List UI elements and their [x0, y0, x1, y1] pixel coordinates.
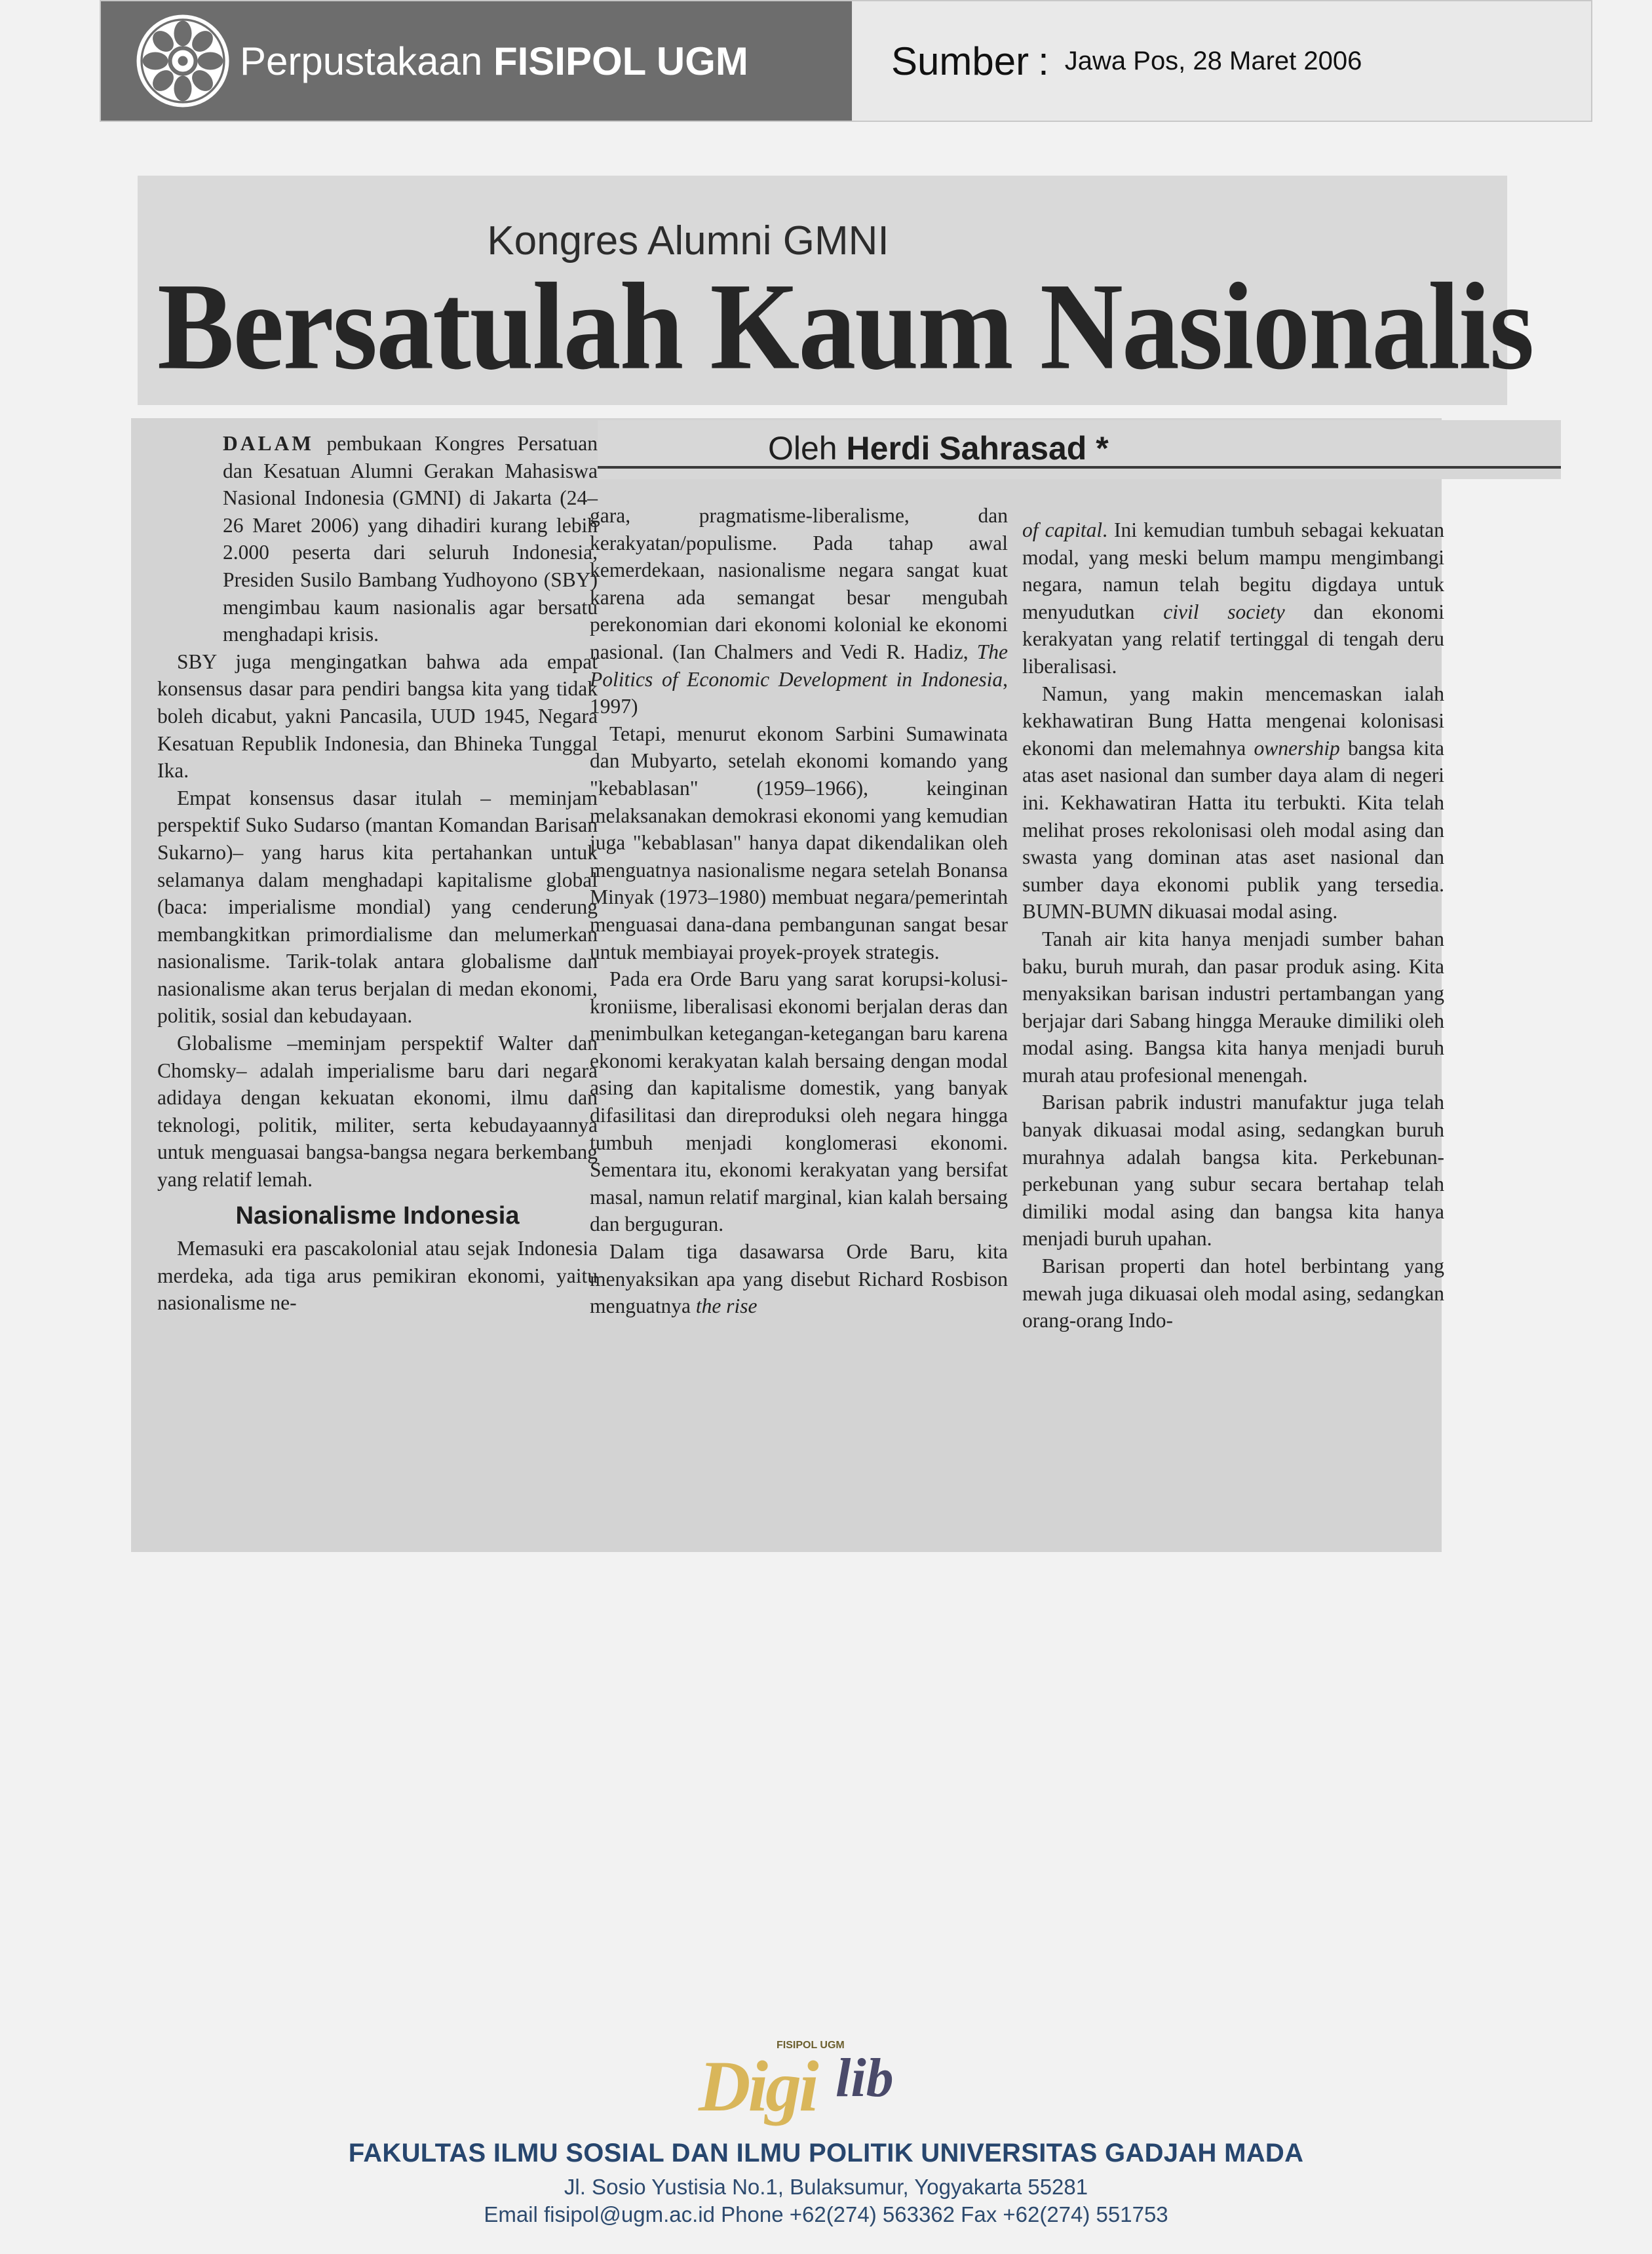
article-column-3 — [1022, 516, 1444, 1334]
paragraph: Tanah air kita hanya menjadi sumber bahan baku, buruh murah, dan pasar produk asing. Kita menyaksikan barisan industri pertambangan yang berjajar dari Sabang hingga Merauke dimiliki oleh modal asing. Bangsa kita hanya menjadi buruh murah atau profesional menengah. — [1022, 927, 1444, 1087]
faculty-name: FAKULTAS ILMU SOSIAL DAN ILMU POLITIK UNIVERSITAS GADJAH MADA — [348, 2139, 1304, 2167]
headline-block — [138, 176, 1533, 405]
library-banner — [101, 1, 852, 121]
paragraph: Globalisme –meminjam perspektif Walter dan Chomsky– adalah imperialisme baru dari negara adidaya dengan kekuatan ekonomi, ilmu dan teknologi, politik, militer, serta kebudayaannya untuk menguasai bangsa-bangsa negara berkembang yang relatif lemah. — [157, 1032, 598, 1192]
paragraph: SBY juga mengingatkan bahwa ada empat konsensus dasar para pendiri bangsa kita yang tidak boleh dicabut, yakni Pancasila, UUD 1945, Negara Kesatuan Republik Indonesia, dan Bhineka Tunggal Ika. — [157, 650, 598, 783]
byline-row — [598, 420, 1561, 479]
paragraph-text: bangsa kita atas aset nasional dan sumber daya alam di negeri ini. Kekhawatiran Hatta itu terbukti. Kita telah melihat proses rekolonisasi oleh modal asing dan swasta yang dominan atas aset nasional dan sumber daya ekonomi publik yang tersedia. BUMN-BUMN dikuasai modal asing. — [1022, 736, 1444, 923]
digilib-logo-lib: lib — [836, 2048, 894, 2108]
italic-phrase: the rise — [695, 1294, 758, 1318]
article-column-1 — [157, 430, 598, 1317]
article-kicker: Kongres Alumni GMNI — [487, 218, 889, 263]
italic-phrase: ownership — [1254, 736, 1340, 760]
newspaper-clipping — [131, 169, 1533, 1552]
paragraph: Memasuki era pascakolonial atau sejak Indonesia merdeka, ada tiga arus pemikiran ekonomi, yaitu nasionalisme ne- — [157, 1237, 598, 1315]
byline-author: Herdi Sahrasad * — [846, 430, 1109, 467]
digilib-logo-digi: Digi — [699, 2046, 816, 2126]
paragraph — [157, 430, 598, 648]
ugm-seal-icon — [134, 12, 232, 110]
library-title — [240, 39, 748, 84]
paragraph: Empat konsensus dasar itulah – meminjam perspektif Suko Sudarso (mantan Komandan Barisan Sukarno)– yang harus kita pertahankan untuk selamanya dalam menghadapi kapitalisme global (baca: imperialisme mondial) yang cenderung membangkitkan primordialisme dan melumerkan nasionalisme. Tarik-tolak antara globalisme dan nasionalisme akan terus berjalan di medan ekonomi, politik, sosial dan kebudayaan. — [157, 786, 598, 1028]
paragraph — [1022, 680, 1444, 925]
paragraph: Barisan properti dan hotel berbintang yang mewah juga dikuasai oleh modal asing, sedangkan orang-orang Indo- — [1022, 1254, 1444, 1332]
book-title: The Politics of Economic Development in Indonesia — [590, 640, 1008, 691]
faculty-address: Jl. Sosio Yustisia No.1, Bulaksumur, Yogyakarta 55281 — [564, 2175, 1088, 2199]
header-bar — [100, 0, 1592, 122]
paragraph-text: Namun, yang makin mencemaskan ialah kekhawatiran Bung Hatta mengenai kolonisasi ekonomi dan melemahnya — [1022, 682, 1444, 760]
source-panel — [853, 1, 1591, 121]
source-value: Jawa Pos, 28 Maret 2006 — [1064, 46, 1362, 75]
article-byline — [768, 429, 1109, 467]
library-name: FISIPOL UGM — [493, 39, 748, 83]
paragraph-text: , 1997) — [590, 667, 1008, 718]
source-label: Sumber — [891, 39, 1029, 83]
italic-phrase: civil society — [1163, 600, 1285, 623]
lead-cap: DALAM — [223, 432, 314, 455]
paragraph — [590, 1238, 1008, 1320]
source-colon: : — [1038, 39, 1049, 83]
library-prefix: Perpustakaan — [240, 39, 483, 83]
paragraph: Barisan pabrik industri manufaktur juga telah banyak dikuasai modal asing, sedangkan buruh murahnya adalah bangsa kita. Perkebunan-perkebunan yang subur secara bertahap telah dimiliki modal asing dan bangsa kita hanya menjadi buruh upahan. — [1022, 1091, 1444, 1251]
article-headline: Bersatulah Kaum Nasionalis — [157, 258, 1533, 396]
paragraph-text: pembukaan Kongres Persatuan dan Kesatuan Alumni Gerakan Mahasiswa Nasional Indonesia (GMNI) di Jakarta (24–26 Maret 2006) yang dihadiri kurang lebih 2.000 peserta dari seluruh Indonesia, Presiden Susilo Bambang Yudhoyono (SBY) mengimbau kaum nasionalis agar bersatu menghadapi krisis. — [223, 432, 598, 646]
paragraph-text: . Ini kemudian tumbuh sebagai kekuatan modal, yang meski belum mampu mengimbangi negara, namun telah begitu digdaya untuk menyudutkan — [1022, 518, 1444, 623]
paragraph: Pada era Orde Baru yang sarat korupsi-kolusi-kroniisme, liberalisasi ekonomi berjalan deras dan menimbulkan ketegangan-ketegangan baru karena ekonomi kerakyatan kalah bersaing dengan modal asing dan kapitalisme domestik, yang banyak difasilitasi dan direproduksi oleh negara hingga tumbuh menjadi konglomerasi ekonomi. Sementara itu, ekonomi kerakyatan yang bersifat masal, namun relatif marginal, kian kalah bersaing dan berguguran. — [590, 967, 1008, 1236]
subheading: Nasionalisme Indonesia — [235, 1201, 520, 1230]
italic-phrase: of capital — [1022, 518, 1103, 541]
paragraph — [1022, 516, 1444, 680]
byline-prefix: Oleh — [768, 430, 837, 467]
paragraph-text: dan ekonomi kerakyatan yang relatif tertinggal di tengah deru liberalisasi. — [1022, 600, 1444, 678]
article-column-2 — [590, 502, 1008, 1320]
digilib-small-label: FISIPOL UGM — [777, 2040, 845, 2051]
byline-rule — [598, 466, 1561, 469]
paragraph-text: Dalam tiga dasawarsa Orde Baru, kita menyaksikan apa yang disebut Richard Rosbison menguatnya — [590, 1240, 1008, 1318]
paragraph — [590, 502, 1008, 720]
faculty-contact: Email fisipol@ugm.ac.id Phone +62(274) 563362 Fax +62(274) 551753 — [484, 2202, 1168, 2226]
paragraph: Tetapi, menurut ekonom Sarbini Sumawinata dan Mubyarto, setelah ekonomi komando yang "kebablasan" (1959–1966), keinginan melaksanakan demokrasi ekonomi yang kemudian juga "kebablasan" hanya dapat dikendalikan oleh menguatnya nasionalisme negara setelah Bonansa Minyak (1973–1980) membuat negara/pemerintah menguasai dana-dana pembangunan sangat besar untuk membiayai proyek-proyek strategis. — [590, 722, 1008, 963]
paragraph-text: gara, pragmatisme-liberalisme, dan kerakyatan/populisme. Pada tahap awal kemerdekaan, nasionalisme negara sangat kuat karena ada semangat besar mengubah perekonomian dari ekonomi kolonial ke ekonomi nasional. (Ian Chalmers and Vedi R. Hadiz, — [590, 504, 1008, 663]
